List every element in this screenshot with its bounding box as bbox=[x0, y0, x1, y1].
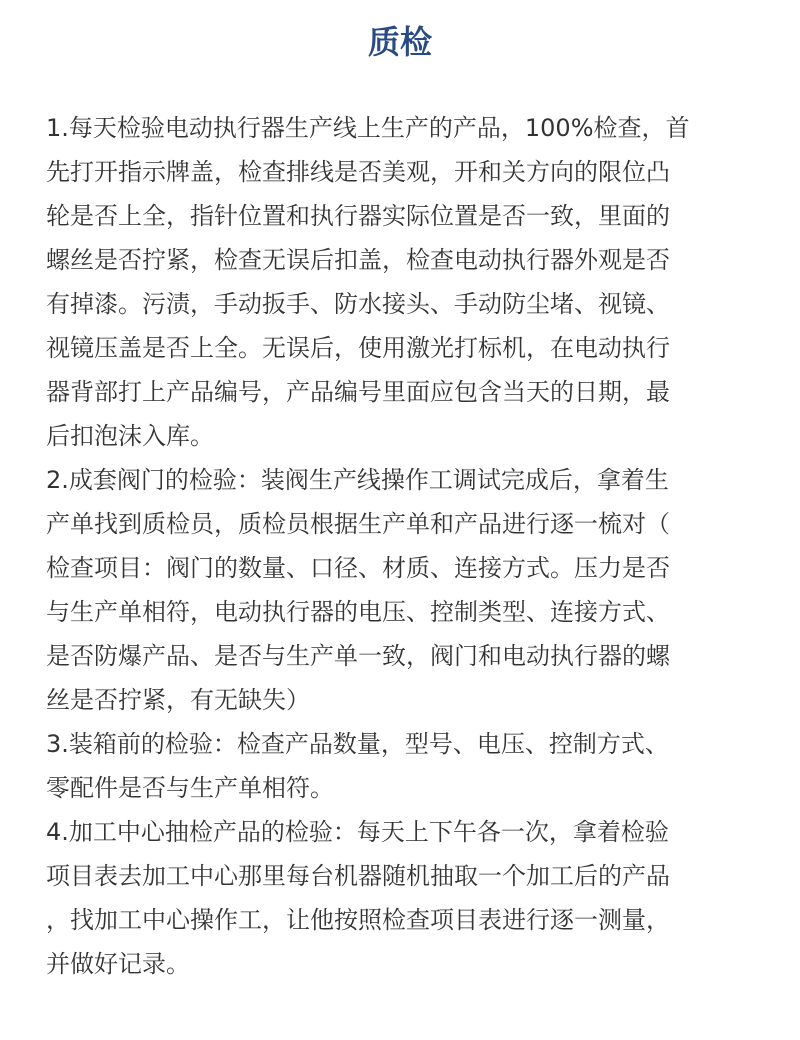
text-line: 有掉漆。污渍，手动扳手、防水接头、手动防尘堵、视镜、 bbox=[46, 290, 670, 318]
paragraph-4 bbox=[46, 810, 756, 986]
page-title: 质检 bbox=[367, 23, 432, 61]
text-line: 器背部打上产品编号，产品编号里面应包含当天的日期，最 bbox=[46, 378, 670, 406]
text-line: 先打开指示牌盖，检查排线是否美观，开和关方向的限位凸 bbox=[46, 158, 670, 186]
text-line: 检查项目：阀门的数量、口径、材质、连接方式。压力是否 bbox=[46, 554, 670, 582]
text-line: 产单找到质检员，质检员根据生产单和产品进行逐一梳对（ bbox=[46, 510, 670, 538]
text-line: 项目表去加工中心那里每台机器随机抽取一个加工后的产品 bbox=[46, 862, 670, 890]
text-line: 丝是否拧紧，有无缺失） bbox=[46, 686, 310, 714]
text-line: 与生产单相符，电动执行器的电压、控制类型、连接方式、 bbox=[46, 598, 670, 626]
text-line: 视镜压盖是否上全。无误后，使用激光打标机，在电动执行 bbox=[46, 334, 670, 362]
text-line: 轮是否上全，指针位置和执行器实际位置是否一致，里面的 bbox=[46, 202, 670, 230]
paragraph-1 bbox=[46, 106, 756, 458]
text-line: 4.加工中心抽检产品的检验：每天上下午各一次，拿着检验 bbox=[46, 818, 669, 846]
text-line: 并做好记录。 bbox=[46, 950, 190, 978]
text-line: 3.装箱前的检验：检查产品数量，型号、电压、控制方式、 bbox=[46, 730, 669, 758]
text-line: 是否防爆产品、是否与生产单一致，阀门和电动执行器的螺 bbox=[46, 642, 670, 670]
text-line: 螺丝是否拧紧，检查无误后扣盖，检查电动执行器外观是否 bbox=[46, 246, 670, 274]
text-line: 后扣泡沫入库。 bbox=[46, 422, 214, 450]
document-body bbox=[46, 106, 756, 986]
text-line: 2.成套阀门的检验：装阀生产线操作工调试完成后，拿着生 bbox=[46, 466, 669, 494]
paragraph-2 bbox=[46, 458, 756, 722]
text-line: 1.每天检验电动执行器生产线上生产的产品，100%检查，首 bbox=[46, 114, 690, 142]
text-line: ，找加工中心操作工，让他按照检查项目表进行逐一测量， bbox=[46, 906, 670, 934]
paragraph-3 bbox=[46, 722, 756, 810]
text-line: 零配件是否与生产单相符。 bbox=[46, 774, 334, 802]
